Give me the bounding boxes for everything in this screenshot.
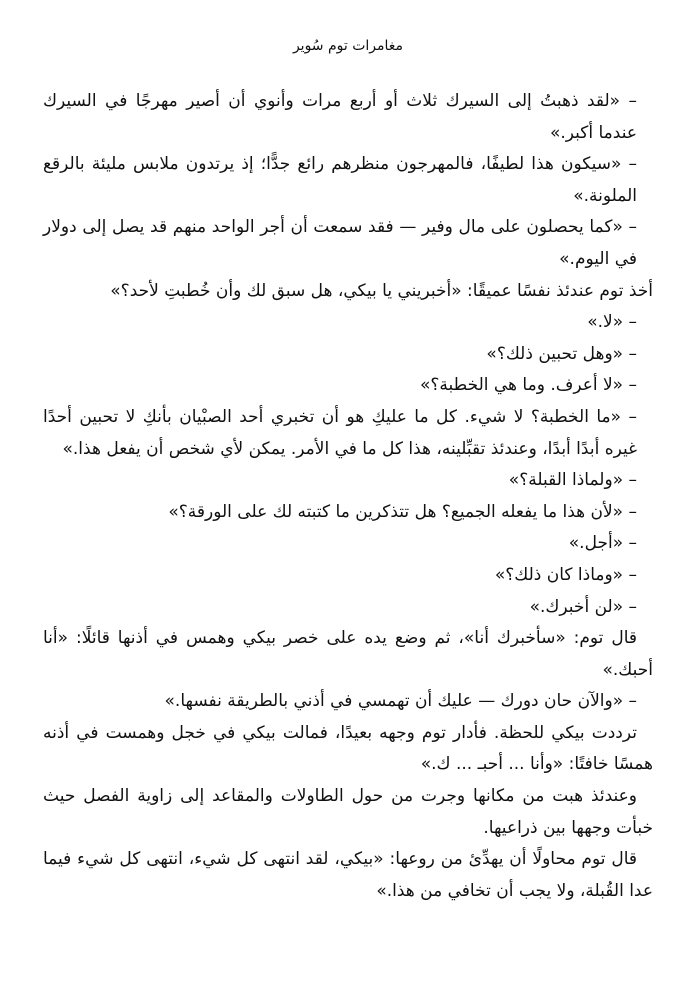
paragraph-dialogue: – «وهل تحبين ذلك؟» — [486, 343, 637, 364]
paragraph-narrative: أخذ توم عندئذ نفسًا عميقًا: «أخبريني يا بيكي، هل سبق لك وأن خُطبتِ لأحد؟» — [110, 280, 653, 301]
paragraph-dialogue: – «لأن هذا ما يفعله الجميع؟ هل تتذكرين ما كتبته لك على الورقة؟» — [168, 501, 637, 522]
paragraph-narrative: قال توم محاولًا أن يهدِّئ من روعها: «بيكي، لقد انتهى كل شيء، انتهى كل شيء فيما عدا القُبلة، ولا يجب أن تخافي من هذا.» — [43, 849, 653, 901]
paragraph-narrative: وعندئذ هبت من مكانها وجرت من حول الطاولات والمقاعد إلى زاوية الفصل حيث خبأت وجهها بين ذراعيها. — [43, 786, 653, 838]
paragraph-dialogue: – «سيكون هذا لطيفًا، فالمهرجون منظرهم رائع جدًّا؛ إذ يرتدون ملابس مليئة بالرقع الملونة.» — [43, 154, 637, 206]
body-text — [43, 86, 653, 907]
paragraph-dialogue: – «كما يحصلون على مال وفير — فقد سمعت أن أجر الواحد منهم قد يصل إلى دولار في اليوم.» — [43, 217, 637, 269]
paragraph-dialogue: – «لقد ذهبتُ إلى السيرك ثلاث أو أربع مرات وأنوي أن أصير مهرجًا في السيرك عندما أكبر.» — [43, 91, 637, 143]
paragraph-narrative: ترددت بيكي للحظة. فأدار توم وجهه بعيدًا، فمالت بيكي في خجل وهمست في أذنه همسًا خافتًا: «وأنا ... أحبـ ... ك.» — [43, 722, 653, 775]
paragraph-dialogue: – «والآن حان دورك — عليك أن تهمسي في أذني بالطريقة نفسها.» — [164, 691, 637, 712]
paragraph-dialogue: – «أجل.» — [568, 533, 637, 554]
paragraph-dialogue: – «لا أعرف. وما هي الخطبة؟» — [419, 375, 637, 396]
paragraph-dialogue: – «ما الخطبة؟ لا شيء. كل ما عليكِ هو أن تخبري أحد الصبْيان بأنكِ لا تحبين أحدًا غيره أبدًا أبدًا، وعندئذ تقبِّلينه، هذا كل ما في الأمر. يمكن لأي شخص أن يفعل هذا.» — [43, 406, 637, 459]
paragraph-narrative: قال توم: «سأخبرك أنا»، ثم وضع يده على خصر بيكي وهمس في أذنها قائلًا: «أنا أحبك.» — [43, 628, 653, 680]
paragraph-dialogue: – «لا.» — [587, 312, 637, 333]
paragraph-dialogue: – «ولماذا القبلة؟» — [508, 470, 637, 491]
paragraph-dialogue: – «لن أخبرك.» — [529, 596, 637, 617]
running-header-title: مغامرات توم سُوير — [292, 38, 404, 54]
paragraph-dialogue: – «وماذا كان ذلك؟» — [494, 564, 637, 585]
